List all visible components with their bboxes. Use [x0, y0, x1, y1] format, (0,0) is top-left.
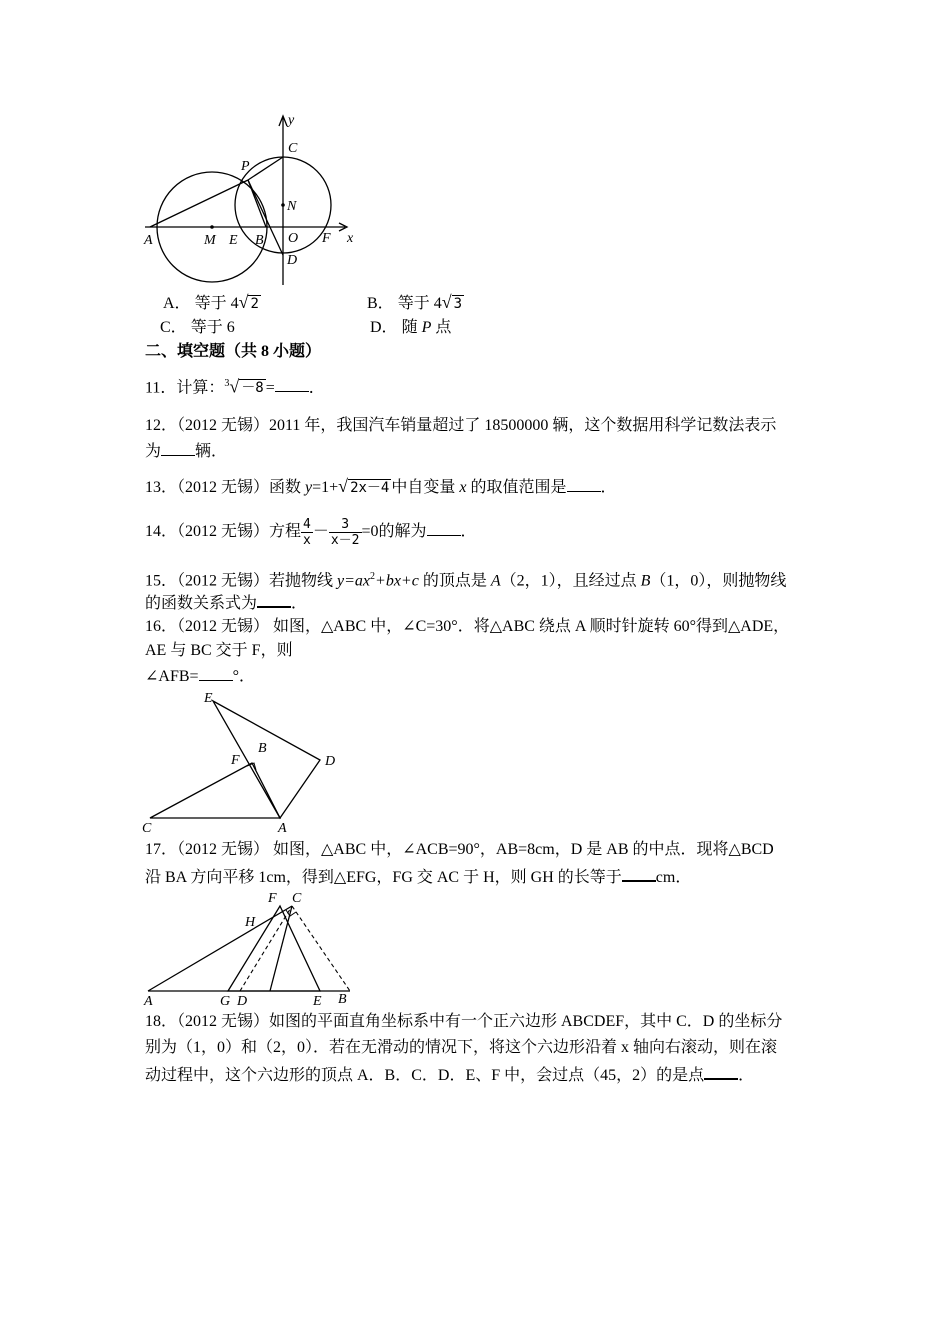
label-c: C [292, 891, 302, 906]
question-13: 13．（2012 无锡）函数 y=1+√ 2x－4 中自变量 x 的取值范围是 ． [145, 476, 617, 496]
option-a: A． 等于 4√ 2 [163, 292, 259, 312]
question-16-line3: ∠AFB= °． [145, 668, 255, 685]
answer-blank-18[interactable] [704, 1064, 738, 1080]
label-n: N [287, 199, 297, 214]
option-c: C． 等于 6 [160, 319, 235, 336]
label-f: F [322, 231, 331, 246]
answer-blank-12[interactable] [161, 441, 195, 456]
answer-blank-14[interactable] [427, 521, 461, 536]
label-h: H [245, 915, 256, 930]
option-b: B． 等于 4√ 3 [367, 292, 463, 312]
fraction-1: $\frac{4}{x}$ [303, 516, 311, 548]
question-17-line1: 17．（2012 无锡） 如图，△ABC 中，∠ACB=90°，AB=8cm，D 是 AB 的中点．现将△BCD [145, 841, 774, 858]
label-d: D [237, 994, 248, 1008]
question-17-line2: 沿 BA 方向平移 1cm，得到△EFG，FG 交 AC 于 H，则 GH 的长等于 cm． [145, 866, 691, 888]
label-b: B [338, 992, 347, 1007]
label-p: P [241, 159, 250, 174]
answer-blank-16[interactable] [199, 666, 233, 681]
question-14: 14．（2012 无锡）方程 $\frac{4}{x}$ － $\frac{3}{x-2}$ =0的解为 ． [145, 516, 477, 548]
label-b: B [258, 741, 267, 756]
figure-circles [140, 110, 370, 290]
answer-blank-15[interactable] [257, 592, 291, 608]
answer-blank-11[interactable] [275, 377, 309, 392]
triangle-efg [228, 906, 320, 991]
figure-translation [140, 888, 365, 1008]
question-16-line2: AE 与 BC 交于 F，则 [145, 642, 293, 659]
answer-blank-13[interactable] [567, 477, 601, 492]
label-o: O [288, 231, 299, 246]
question-11: 11．计算：$^3$√ －8 = ． [145, 376, 325, 397]
question-16-line1: 16．（2012 无锡） 如图，△ABC 中，∠C=30°．将△ABC 绕点 A 顺时针旋转 60°得到△ADE， [145, 618, 790, 635]
label-d: D [287, 253, 298, 268]
label-b: B [255, 233, 264, 248]
label-a: A [144, 994, 153, 1008]
segment-ap [150, 180, 248, 227]
segment-ac [148, 906, 292, 991]
question-18-line3: 动过程中，这个六边形的顶点 A．B．C．D．E、F 中，会过点（45，2）的是点 ． [145, 1064, 754, 1086]
question-12-line1: 12．（2012 无锡）2011 年，我国汽车销量超过了 18500000 辆，这个数据用科学记数法表示 [145, 417, 777, 434]
question-18-line2: 别为（1，0）和（2，0）．若在无滑动的情况下，将这个六边形沿着 x 轴向右滚动，则在滚 [145, 1039, 778, 1056]
label-x: x [347, 231, 354, 246]
label-c: C [288, 141, 298, 156]
question-15-line1: 15．（2012 无锡）若抛物线 $y=ax^2+bx+c$ 的顶点是 A（2，1），且经过点 B（1，0），则抛物线 [145, 571, 787, 590]
segment-pd [248, 180, 283, 255]
question-15-line2: 的函数关系式为 ． [145, 592, 307, 614]
label-e: E [229, 233, 238, 248]
label-a: A [144, 233, 153, 248]
question-12-line2: 为 辆． [145, 443, 228, 460]
triangle-abc [150, 763, 280, 818]
label-e: E [204, 691, 213, 706]
option-d: D． 随 P 点 [370, 319, 452, 336]
label-a: A [278, 821, 287, 835]
label-e: E [313, 994, 322, 1008]
label-m: M [204, 233, 216, 248]
label-c: C [142, 821, 152, 835]
label-f: F [231, 753, 240, 768]
answer-blank-17[interactable] [622, 866, 656, 882]
triangle-ade [213, 701, 320, 818]
fraction-2: $\frac{3}{x-2}$ [330, 516, 360, 548]
figure-rotation [140, 690, 360, 835]
question-18-line1: 18．（2012 无锡）如图的平面直角坐标系中有一个正六边形 ABCDEF，其中 C．D 的坐标分 [145, 1013, 783, 1030]
label-f: F [268, 891, 277, 906]
label-d: D [325, 754, 336, 769]
label-g: G [220, 994, 231, 1008]
section-title: 二、填空题（共 8 小题） [145, 343, 322, 360]
label-y: y [288, 113, 295, 128]
